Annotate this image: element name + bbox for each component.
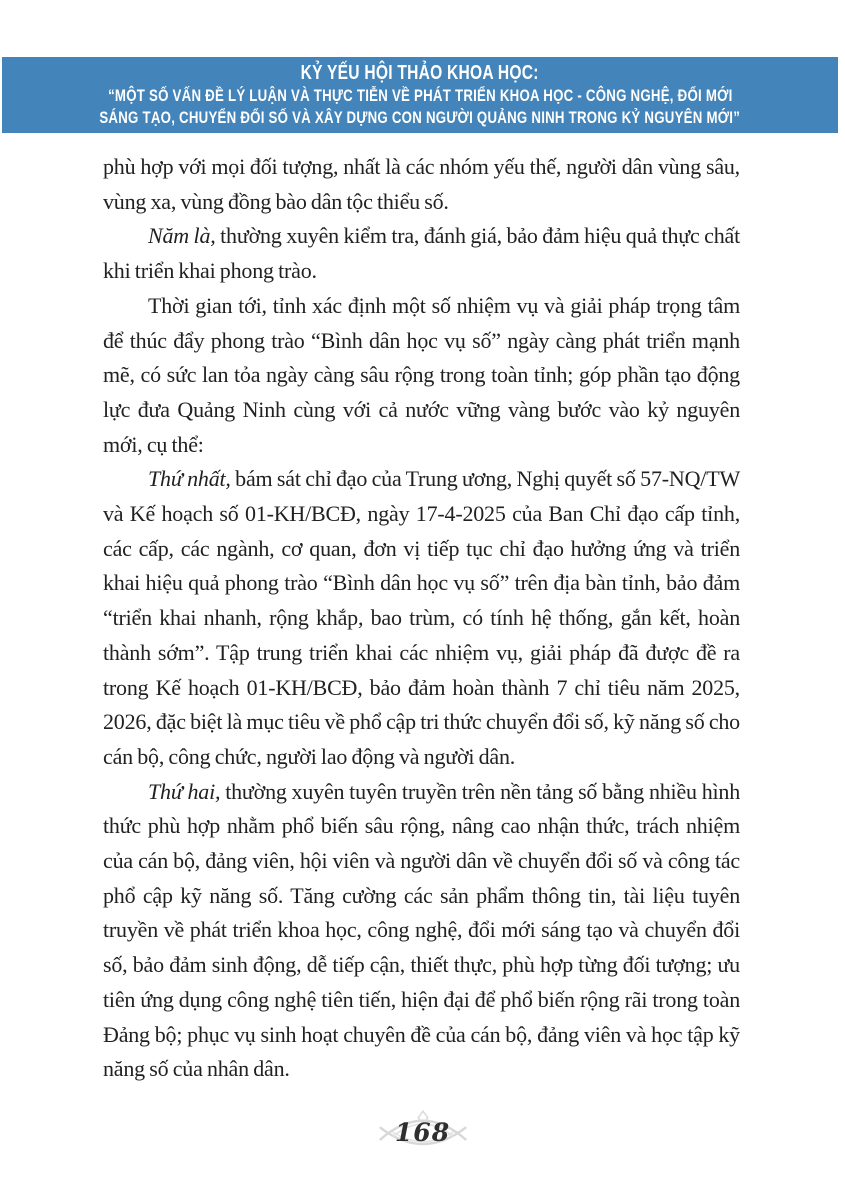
paragraph-lead: Thứ nhất,: [148, 466, 231, 492]
paragraph-text: thường xuyên tuyên truyền trên nền tảng số bằng nhiều hình thức phù hợp nhằm phổ biến sâu rộng, nâng cao nhận thức, trách nhiệm của cán bộ, đảng viên, hội viên và người dân về chuyển đổi số và công tác phổ cập kỹ năng số. Tăng cường các sản phẩm thông tin, tài liệu tuyên truyền về phát triển khoa học, công nghệ, đổi mới sáng tạo và chuyển đổi số, bảo đảm sinh động, dễ tiếp cận, thiết thực, phù hợp từng đối tượng; ưu tiên ứng dụng công nghệ tiên tiến, hiện đại để phổ biến rộng rãi trong toàn Đảng bộ; phục vụ sinh hoạt chuyên đề của cán bộ, đảng viên và học tập kỹ năng số của nhân dân.: [103, 778, 741, 1082]
paragraph-thu-hai: [103, 775, 740, 1087]
header-title: [267, 63, 572, 85]
header-subtitle-line-1: [20, 87, 821, 105]
paragraph-text: phù hợp với mọi đối tượng, nhất là các nhóm yếu thế, người dân vùng sâu, vùng xa, vùng đồng bào dân tộc thiểu số.: [103, 154, 740, 214]
paragraph-nam-la: [103, 219, 740, 288]
paragraph-thu-nhat: [103, 462, 740, 774]
page-body-text: [103, 150, 740, 1087]
header-title-text: KỶ YẾU HỘI THẢO KHOA HỌC:: [300, 61, 540, 84]
paragraph-text: thường xuyên kiểm tra, đánh giá, bảo đảm hiệu quả thực chất khi triển khai phong trào.: [103, 223, 740, 284]
header-subtitle-line-2: [9, 109, 830, 127]
paragraph-text: Thời gian tới, tỉnh xác định một số nhiệm vụ và giải pháp trọng tâm để thúc đẩy phong trào “Bình dân học vụ số” ngày càng phát triển mạnh mẽ, có sức lan tỏa ngày càng sâu rộng trong toàn tỉnh; góp phần tạo động lực đưa Quảng Ninh cùng với cả nước vững vàng bước vào kỷ nguyên mới, cụ thể:: [103, 292, 740, 457]
paragraph-thoi-gian-toi: [103, 289, 740, 463]
paragraph-lead: Năm là,: [148, 223, 216, 249]
paragraph-continuation: [103, 150, 740, 219]
page-number-block: [375, 1106, 471, 1158]
header-subtitle-line-1-text: “MỘT SỐ VẤN ĐỀ LÝ LUẬN VÀ THỰC TIỄN VỀ PHÁT TRIỂN KHOA HỌC - CÔNG NGHỆ, ĐỔI MỚI: [107, 86, 733, 106]
page-footer: [0, 1102, 845, 1162]
conference-header-band: [2, 57, 838, 133]
header-subtitle-line-2-text: SÁNG TẠO, CHUYỂN ĐỔI SỐ VÀ XÂY DỰNG CON NGƯỜI QUẢNG NINH TRONG KỶ NGUYÊN MỚI”: [99, 107, 741, 127]
paragraph-text: bám sát chỉ đạo của Trung ương, Nghị quyết số 57-NQ/TW và Kế hoạch số 01-KH/BCĐ, ngày 17-4-2025 của Ban Chỉ đạo cấp tỉnh, các cấp, các ngành, cơ quan, đơn vị tiếp tục chỉ đạo hưởng ứng và triển khai hiệu quả phong trào “Bình dân học vụ số” trên địa bàn tỉnh, bảo đảm “triển khai nhanh, rộng khắp, bao trùm, có tính hệ thống, gắn kết, hoàn thành sớm”. Tập trung triển khai các nhiệm vụ, giải pháp đã được đề ra trong Kế hoạch 01-KH/BCĐ, bảo đảm hoàn thành 7 chỉ tiêu năm 2025, 2026, đặc biệt là mục tiêu về phổ cập tri thức chuyển đổi số, kỹ năng số cho cán bộ, công chức, người lao động và người dân.: [103, 466, 741, 769]
paragraph-lead: Thứ hai,: [148, 778, 221, 804]
page-number: 168: [394, 1117, 451, 1147]
